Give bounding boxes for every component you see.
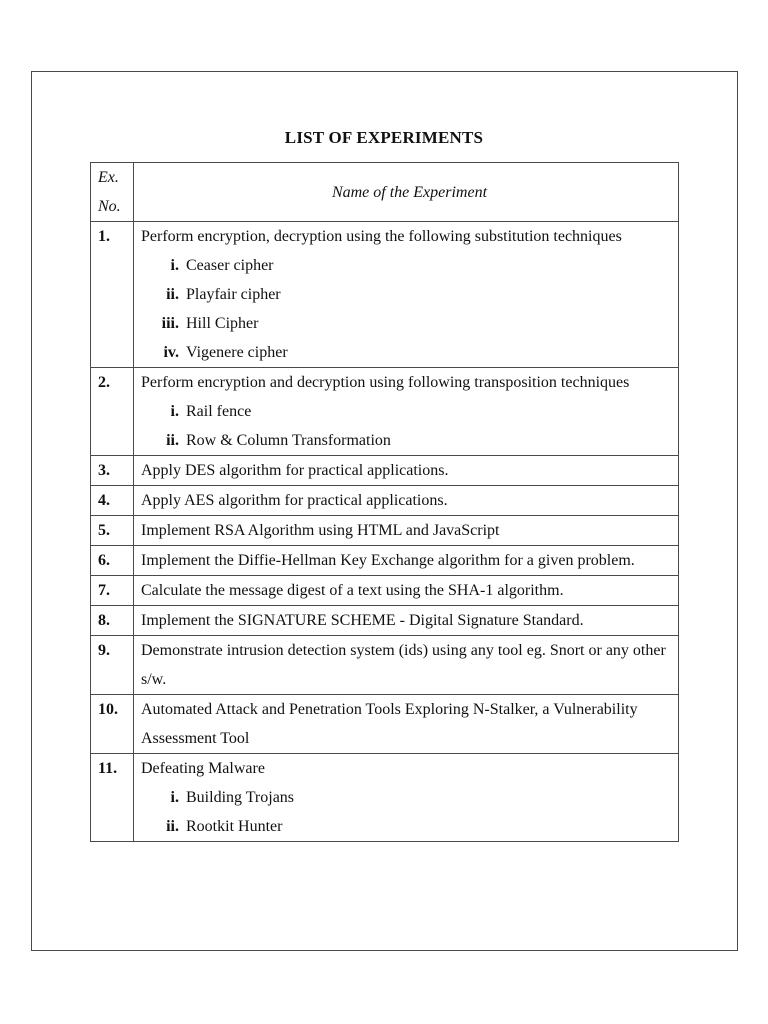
experiment-cell xyxy=(134,636,679,695)
sub-item-label: Playfair cipher xyxy=(186,286,281,303)
sub-item-numeral: ii. xyxy=(166,432,179,449)
sub-item-numeral: iv. xyxy=(163,344,179,361)
experiment-cell xyxy=(134,576,679,606)
sub-item xyxy=(141,426,678,455)
experiment-cell xyxy=(134,695,679,754)
table-row xyxy=(91,576,679,606)
table-row xyxy=(91,222,679,368)
sub-item-numeral: ii. xyxy=(166,818,179,835)
sub-item-label: Row & Column Transformation xyxy=(186,432,391,449)
header-ex-no-line1: Ex. xyxy=(98,169,119,186)
sub-item-numeral: i. xyxy=(170,257,179,274)
experiment-number: 8. xyxy=(91,606,134,636)
table-row xyxy=(91,606,679,636)
experiment-name: Implement the SIGNATURE SCHEME - Digital Signature Standard. xyxy=(141,612,584,629)
sub-item xyxy=(141,338,678,367)
sub-item-label: Rootkit Hunter xyxy=(186,818,283,835)
experiment-name: Implement RSA Algorithm using HTML and JavaScript xyxy=(141,522,500,539)
experiment-name: Defeating Malware xyxy=(141,760,265,777)
header-ex-no xyxy=(91,163,134,222)
table-row xyxy=(91,636,679,695)
sub-item-numeral: ii. xyxy=(166,286,179,303)
header-experiment-name: Name of the Experiment xyxy=(134,163,679,222)
experiment-cell xyxy=(134,456,679,486)
experiment-number: 1. xyxy=(91,222,134,368)
sub-item xyxy=(141,397,678,426)
sub-item-numeral: iii. xyxy=(161,315,179,332)
table-row xyxy=(91,754,679,842)
table-row xyxy=(91,486,679,516)
header-ex-no-line2: No. xyxy=(98,198,121,215)
sub-item-label: Hill Cipher xyxy=(186,315,259,332)
sub-item-label: Rail fence xyxy=(186,403,252,420)
sub-item-label: Vigenere cipher xyxy=(186,344,288,361)
experiment-name: Implement the Diffie-Hellman Key Exchange algorithm for a given problem. xyxy=(141,552,635,569)
sub-item-numeral: i. xyxy=(170,403,179,420)
sub-item xyxy=(141,251,678,280)
sub-item-numeral: i. xyxy=(170,789,179,806)
experiment-cell xyxy=(134,516,679,546)
experiment-name: Apply DES algorithm for practical applications. xyxy=(141,462,449,479)
table-row xyxy=(91,546,679,576)
experiments-body xyxy=(91,222,679,842)
table-header-row xyxy=(91,163,679,222)
experiment-number: 6. xyxy=(91,546,134,576)
experiment-cell xyxy=(134,546,679,576)
experiment-name: Perform encryption, decryption using the following substitution techniques xyxy=(141,228,622,245)
table-row xyxy=(91,456,679,486)
table-row xyxy=(91,516,679,546)
sub-item xyxy=(141,812,678,841)
experiment-number: 4. xyxy=(91,486,134,516)
sub-item xyxy=(141,280,678,309)
experiment-name: Automated Attack and Penetration Tools Exploring N-Stalker, a Vulnerability Assessment Tool xyxy=(141,701,638,747)
table-row xyxy=(91,695,679,754)
experiment-number: 2. xyxy=(91,368,134,456)
experiment-name: Apply AES algorithm for practical applications. xyxy=(141,492,448,509)
experiment-cell xyxy=(134,368,679,456)
experiment-name: Calculate the message digest of a text using the SHA-1 algorithm. xyxy=(141,582,564,599)
experiment-number: 3. xyxy=(91,456,134,486)
experiment-number: 11. xyxy=(91,754,134,842)
experiment-cell xyxy=(134,222,679,368)
experiment-cell xyxy=(134,754,679,842)
experiments-table xyxy=(90,162,679,842)
experiment-cell xyxy=(134,606,679,636)
experiment-cell xyxy=(134,486,679,516)
sub-item xyxy=(141,309,678,338)
experiment-number: 10. xyxy=(91,695,134,754)
sub-item xyxy=(141,783,678,812)
experiment-number: 7. xyxy=(91,576,134,606)
experiment-name: Perform encryption and decryption using following transposition techniques xyxy=(141,374,630,391)
experiment-name: Demonstrate intrusion detection system (ids) using any tool eg. Snort or any other s/w. xyxy=(141,642,666,688)
sub-item-label: Ceaser cipher xyxy=(186,257,274,274)
page-title: LIST OF EXPERIMENTS xyxy=(284,128,484,147)
table-row xyxy=(91,368,679,456)
experiment-number: 9. xyxy=(91,636,134,695)
experiment-number: 5. xyxy=(91,516,134,546)
sub-item-label: Building Trojans xyxy=(186,789,295,806)
